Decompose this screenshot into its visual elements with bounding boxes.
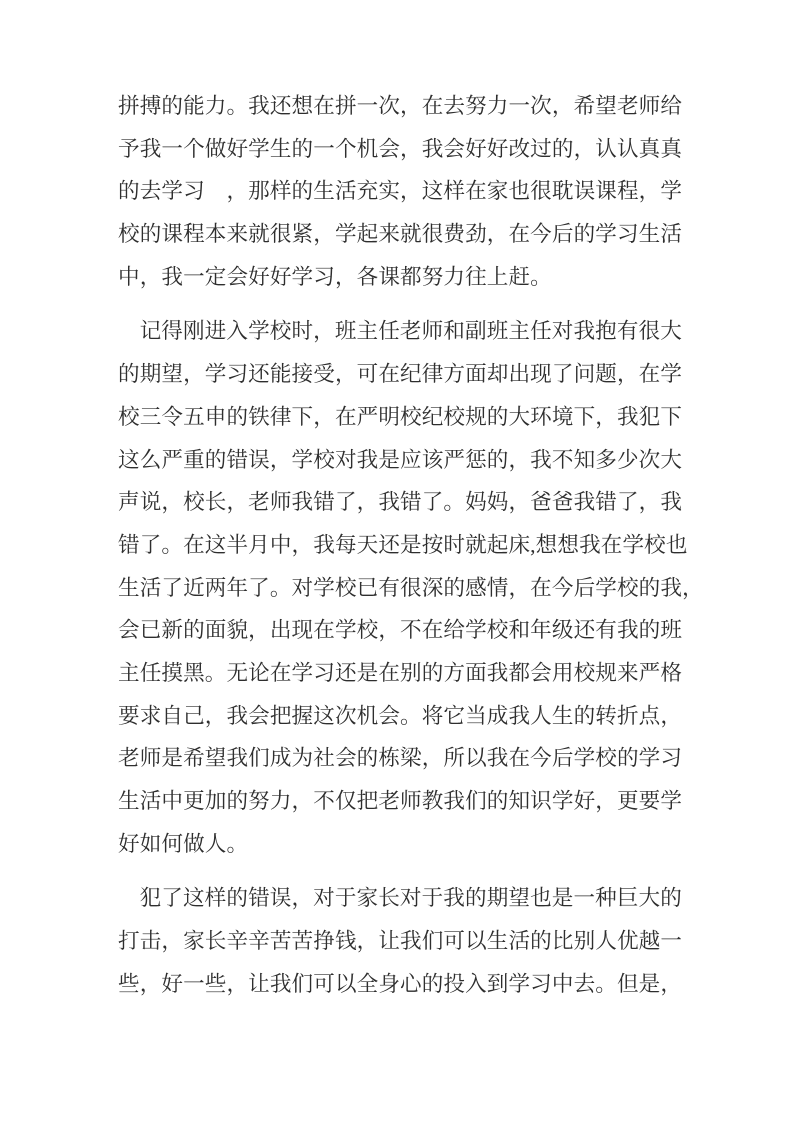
text-line: 打击，家长辛辛苦苦挣钱，让我们可以生活的比别人优越一	[118, 929, 683, 954]
text-line: 错了。在这半月中，我每天还是按时就起床,想想我在学校也	[118, 532, 688, 557]
text-line: 些，好一些，让我们可以全身心的投入到学习中去。但是，	[118, 971, 683, 996]
text-line: 中，我一定会好好学习，各课都努力往上赶。	[118, 264, 552, 289]
text-line: 予我一个做好学生的一个机会，我会好好改过的，认认真真	[118, 136, 683, 161]
text-line: 生活了近两年了。对学校已有很深的感情，在今后学校的我，	[118, 575, 704, 600]
text-line: 老师是希望我们成为社会的栋梁，所以我在今后学校的学习	[118, 746, 683, 771]
text-line: 的去学习 ，那样的生活充实，这样在家也很耽误课程，学	[118, 179, 683, 204]
text-line: 记得刚进入学校时，班主任老师和副班主任对我抱有很大	[139, 319, 682, 344]
text-line: 会已新的面貌，出现在学校，不在给学校和年级还有我的班	[118, 618, 683, 643]
text-line: 主任摸黑。无论在学习还是在别的方面我都会用校规来严格	[118, 660, 683, 685]
paragraph	[118, 877, 681, 1005]
paragraph	[118, 85, 681, 298]
text-line: 拼搏的能力。我还想在拼一次，在去努力一次，希望老师给	[118, 94, 683, 118]
text-line: 好如何做人。	[118, 831, 249, 856]
document-body	[118, 85, 704, 1005]
paragraph	[118, 310, 704, 865]
text-line: 校的课程本来就很紧，学起来就很费劲，在今后的学习生活	[118, 222, 683, 247]
text-line: 要求自己，我会把握这次机会。将它当成我人生的转折点，	[118, 703, 683, 728]
text-line: 声说，校长，老师我错了，我错了。妈妈，爸爸我错了，我	[118, 490, 683, 515]
text-line: 犯了这样的错误，对于家长对于我的期望也是一种巨大的	[139, 886, 682, 911]
text-line: 这么严重的错误，学校对我是应该严惩的，我不知多少次大	[118, 447, 683, 472]
text-line: 校三令五申的铁律下，在严明校纪校规的大环境下，我犯下	[118, 404, 683, 429]
text-line: 的期望，学习还能接受，可在纪律方面却出现了问题，在学	[118, 362, 683, 387]
text-line: 生活中更加的努力，不仅把老师教我们的知识学好，更要学	[118, 789, 683, 813]
